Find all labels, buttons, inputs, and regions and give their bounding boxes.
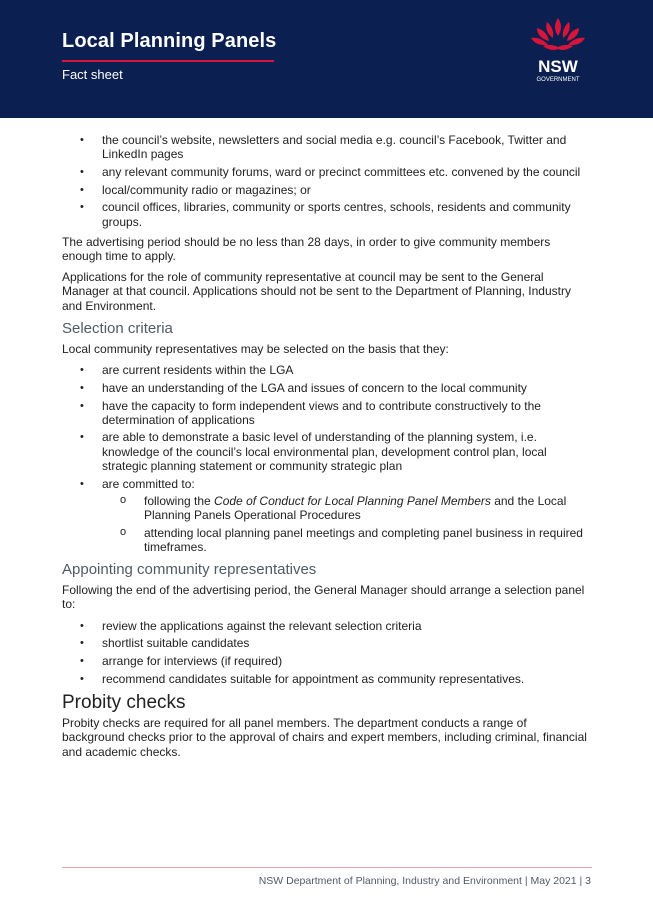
list-item: • have an understanding of the LGA and issues of concern to the local community	[62, 381, 592, 395]
commitment-sublist	[102, 494, 592, 554]
logo-subtext: GOVERNMENT	[536, 77, 580, 83]
appointing-steps-list	[62, 619, 592, 686]
list-item: • local/community radio or magazines; or	[62, 183, 592, 197]
page-content	[62, 133, 592, 766]
list-item: • council offices, libraries, community or sports centres, schools, residents and community groups.	[62, 200, 592, 228]
sublist-text: following the	[144, 493, 215, 508]
page-footer: NSW Department of Planning, Industry and Environment | May 2021 | 3	[258, 875, 591, 887]
list-item: • are current residents within the LGA	[62, 363, 592, 377]
list-item: • have the capacity to form independent views and to contribute constructively to the determination of applications	[62, 399, 592, 427]
list-item: • review the applications against the relevant selection criteria	[62, 619, 592, 633]
sublist-item: o attending local planning panel meetings and completing panel business in required timeframes.	[102, 526, 592, 554]
selection-criteria-list	[62, 363, 592, 554]
list-item: • the council’s website, newsletters and social media e.g. council’s Facebook, Twitter and LinkedIn pages	[62, 133, 592, 161]
list-item: • shortlist suitable candidates	[62, 636, 592, 650]
paragraph-applications: Applications for the role of community representative at council may be sent to the General Manager at that council. Applications should not be sent to the Department of Planning, Industry and Environment.	[62, 270, 571, 313]
code-of-conduct-title: Code of Conduct for Local Planning Panel Members	[214, 493, 491, 508]
list-item: • any relevant community forums, ward or precinct committees etc. convened by the council	[62, 165, 592, 179]
footer-divider	[62, 867, 592, 868]
list-item-label: are committed to:	[102, 476, 195, 491]
heading-appointing-representatives: Appointing community representatives	[62, 561, 317, 579]
document-subtitle: Fact sheet	[62, 67, 123, 82]
list-item: • recommend candidates suitable for appointment as community representatives.	[62, 672, 592, 686]
paragraph-probity: Probity checks are required for all panel members. The department conducts a range of background checks prior to the approval of chairs and expert members, including criminal, financial and academic checks.	[62, 716, 587, 759]
sublist-text: and the Local Planning Panels Operational Procedures	[144, 493, 567, 522]
page-header	[0, 0, 653, 118]
paragraph-advertising-period: The advertising period should be no less than 28 days, in order to give community members enough time to apply.	[62, 234, 551, 263]
paragraph-appointing-intro: Following the end of the advertising period, the General Manager should arrange a selection panel to:	[62, 583, 585, 612]
sublist-item	[102, 494, 592, 522]
document-title: Local Planning Panels	[62, 30, 277, 52]
list-item: • arrange for interviews (if required)	[62, 654, 592, 668]
logo-wordmark: NSW	[538, 57, 578, 76]
paragraph-selection-intro: Local community representatives may be selected on the basis that they:	[62, 341, 449, 356]
heading-probity-checks: Probity checks	[62, 692, 186, 713]
list-item: • are able to demonstrate a basic level of understanding of the planning system, i.e. knowledge of the council’s local environmental plan, development control plan, local strategic planning statement or community strategic plan	[62, 430, 592, 473]
heading-selection-criteria: Selection criteria	[62, 319, 173, 337]
nsw-government-logo	[523, 16, 593, 86]
advertising-channel-list	[62, 133, 592, 229]
title-underline	[62, 60, 274, 62]
list-item-committed	[62, 477, 592, 555]
